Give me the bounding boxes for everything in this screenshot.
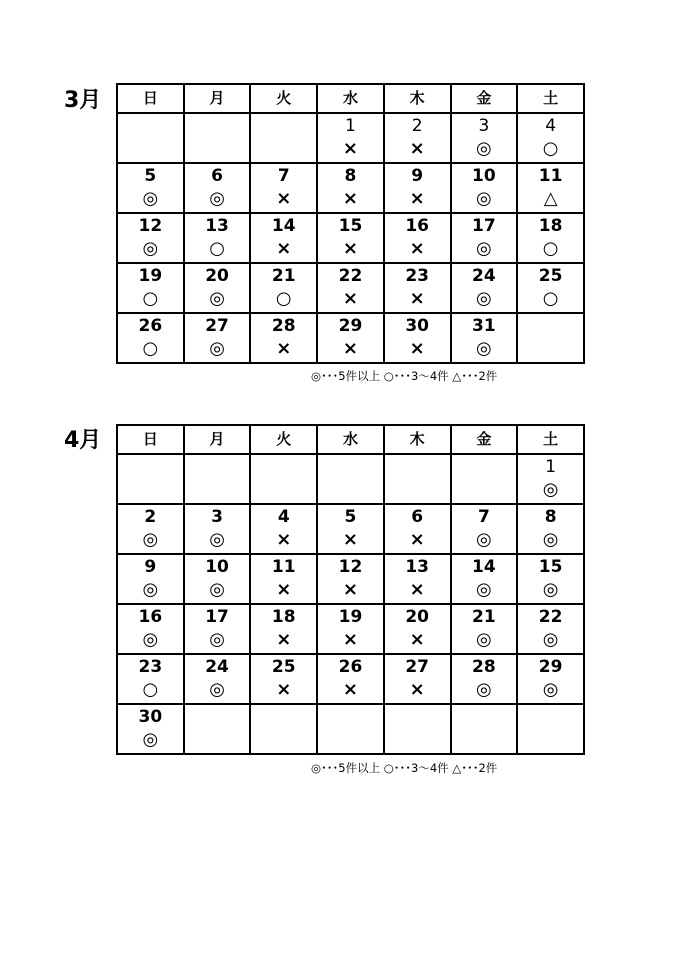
- availability-mark: ◎: [209, 338, 225, 359]
- availability-mark: ×: [409, 529, 425, 550]
- day-cell: [517, 263, 584, 313]
- day-number: 3: [211, 507, 223, 527]
- weekday-header: 木: [384, 425, 451, 454]
- day-cell: [317, 113, 384, 163]
- availability-mark: ○: [142, 338, 159, 359]
- availability-mark: ×: [342, 338, 358, 359]
- availability-mark: ◎: [142, 188, 159, 209]
- availability-mark: ×: [409, 188, 425, 209]
- legend-fair: △･･･2件: [452, 761, 498, 775]
- day-cell: [250, 313, 317, 363]
- day-cell: [250, 163, 317, 213]
- availability-mark: ◎: [142, 729, 159, 750]
- day-number: 26: [338, 657, 363, 677]
- day-cell: [250, 263, 317, 313]
- empty-day-cell: [517, 313, 584, 363]
- day-cell: [117, 654, 184, 704]
- availability-mark: ○: [542, 238, 559, 259]
- availability-mark: ×: [409, 679, 425, 700]
- availability-mark: ◎: [476, 679, 492, 700]
- legend-excellent: ◎･･･5件以上: [311, 761, 381, 775]
- day-number: 21: [271, 266, 296, 286]
- day-cell: [117, 163, 184, 213]
- day-number: 8: [544, 507, 557, 527]
- empty-day-cell: [384, 704, 451, 754]
- day-cell: [517, 554, 584, 604]
- empty-day-cell: [250, 113, 317, 163]
- weekday-header: 月: [184, 84, 251, 113]
- week-row: [117, 213, 584, 263]
- availability-mark: ×: [342, 138, 358, 159]
- day-cell: [184, 504, 251, 554]
- day-number: 14: [472, 557, 496, 577]
- availability-mark: ◎: [209, 529, 225, 550]
- day-cell: [317, 554, 384, 604]
- legend-good: ○･･･3～4件: [383, 369, 449, 383]
- day-number: 16: [138, 607, 163, 627]
- availability-mark: ×: [409, 629, 425, 650]
- empty-day-cell: [451, 454, 518, 504]
- day-cell: [384, 113, 451, 163]
- calendar-table-march: [116, 83, 585, 364]
- day-number: 6: [211, 166, 223, 186]
- day-number: 28: [472, 657, 496, 677]
- day-number: 1: [545, 457, 557, 477]
- availability-mark: ◎: [142, 238, 159, 259]
- day-cell: [117, 604, 184, 654]
- day-number: 7: [477, 507, 490, 527]
- availability-mark: ○: [142, 679, 159, 700]
- empty-day-cell: [184, 704, 251, 754]
- empty-day-cell: [517, 704, 584, 754]
- week-row: [117, 604, 584, 654]
- day-number: 5: [144, 166, 157, 186]
- day-number: 21: [472, 607, 496, 627]
- availability-mark: ◎: [209, 288, 225, 309]
- empty-day-cell: [117, 113, 184, 163]
- day-cell: [317, 263, 384, 313]
- weekday-header: 金: [451, 425, 518, 454]
- day-number: 25: [271, 657, 296, 677]
- day-cell: [317, 604, 384, 654]
- availability-mark: ◎: [209, 188, 225, 209]
- availability-mark: ◎: [476, 529, 492, 550]
- day-number: 15: [538, 557, 563, 577]
- day-cell: [517, 113, 584, 163]
- weekday-header: 日: [117, 84, 184, 113]
- weekday-header: 土: [517, 425, 584, 454]
- day-cell: [384, 263, 451, 313]
- day-number: 13: [405, 557, 429, 577]
- day-cell: [517, 504, 584, 554]
- week-row: [117, 504, 584, 554]
- availability-mark: ×: [342, 288, 358, 309]
- day-cell: [384, 604, 451, 654]
- day-number: 7: [277, 166, 290, 186]
- day-number: 30: [405, 316, 429, 336]
- availability-mark: ×: [342, 238, 358, 259]
- weekday-header: 金: [451, 84, 518, 113]
- day-number: 6: [411, 507, 424, 527]
- day-cell: [317, 163, 384, 213]
- day-number: 30: [138, 707, 163, 727]
- availability-mark: ×: [409, 288, 425, 309]
- day-cell: [250, 504, 317, 554]
- day-number: 9: [411, 166, 424, 186]
- day-number: 17: [472, 216, 496, 236]
- weekday-header: 日: [117, 425, 184, 454]
- day-number: 3: [478, 116, 490, 136]
- day-cell: [317, 313, 384, 363]
- availability-mark: ×: [342, 579, 358, 600]
- day-cell: [451, 554, 518, 604]
- day-number: 16: [405, 216, 429, 236]
- day-number: 1: [345, 116, 356, 136]
- empty-day-cell: [317, 454, 384, 504]
- availability-mark: ◎: [542, 479, 559, 500]
- availability-mark: ×: [276, 679, 292, 700]
- availability-mark: ○: [275, 288, 292, 309]
- day-number: 24: [472, 266, 496, 286]
- day-cell: [117, 554, 184, 604]
- availability-mark: ◎: [542, 629, 559, 650]
- day-number: 14: [271, 216, 296, 236]
- day-cell: [384, 654, 451, 704]
- month-title-march: 3月: [64, 88, 102, 113]
- week-row: [117, 163, 584, 213]
- day-cell: [250, 604, 317, 654]
- day-cell: [384, 504, 451, 554]
- weekday-header-row: [117, 425, 584, 454]
- weekday-header: 水: [317, 425, 384, 454]
- day-number: 20: [205, 266, 229, 286]
- day-cell: [250, 654, 317, 704]
- availability-mark: ×: [409, 238, 425, 259]
- week-row: [117, 554, 584, 604]
- availability-mark: ◎: [142, 529, 159, 550]
- day-number: 22: [338, 266, 363, 286]
- empty-day-cell: [184, 113, 251, 163]
- day-cell: [517, 604, 584, 654]
- availability-mark: ◎: [209, 579, 225, 600]
- availability-mark: ○: [209, 238, 225, 259]
- availability-mark: ◎: [142, 579, 159, 600]
- availability-mark: ×: [409, 579, 425, 600]
- day-cell: [451, 313, 518, 363]
- day-number: 25: [538, 266, 563, 286]
- availability-mark: ◎: [476, 288, 492, 309]
- availability-mark: ×: [342, 529, 358, 550]
- day-number: 12: [138, 216, 163, 236]
- day-cell: [184, 654, 251, 704]
- day-cell: [384, 213, 451, 263]
- day-number: 12: [338, 557, 363, 577]
- day-number: 28: [271, 316, 296, 336]
- day-number: 26: [138, 316, 163, 336]
- availability-mark: ◎: [209, 679, 225, 700]
- availability-mark: ×: [409, 338, 425, 359]
- month-title-april: 4月: [64, 428, 102, 453]
- day-number: 27: [205, 316, 229, 336]
- day-cell: [184, 554, 251, 604]
- day-cell: [117, 313, 184, 363]
- availability-mark: ◎: [476, 238, 492, 259]
- availability-mark: △: [543, 188, 558, 209]
- week-row: [117, 654, 584, 704]
- day-cell: [184, 163, 251, 213]
- availability-mark: ◎: [476, 188, 492, 209]
- day-number: 10: [472, 166, 496, 186]
- day-cell: [317, 504, 384, 554]
- legend-excellent: ◎･･･5件以上: [311, 369, 381, 383]
- day-cell: [184, 213, 251, 263]
- empty-day-cell: [250, 454, 317, 504]
- day-cell: [184, 313, 251, 363]
- day-cell: [451, 213, 518, 263]
- availability-mark: ×: [276, 238, 292, 259]
- availability-mark: ◎: [476, 579, 492, 600]
- weekday-header: 火: [250, 84, 317, 113]
- availability-mark: ◎: [542, 579, 559, 600]
- day-number: 31: [472, 316, 496, 336]
- empty-day-cell: [117, 454, 184, 504]
- day-number: 10: [205, 557, 229, 577]
- day-number: 8: [344, 166, 357, 186]
- availability-mark: ◎: [476, 138, 492, 159]
- availability-mark: ×: [409, 138, 425, 159]
- availability-mark: ○: [142, 288, 159, 309]
- day-cell: [517, 654, 584, 704]
- day-cell: [117, 704, 184, 754]
- availability-mark: ○: [542, 138, 559, 159]
- week-row: [117, 113, 584, 163]
- availability-mark: ×: [276, 529, 292, 550]
- empty-day-cell: [317, 704, 384, 754]
- weekday-header-row: [117, 84, 584, 113]
- day-number: 4: [545, 116, 557, 136]
- day-cell: [117, 263, 184, 313]
- availability-mark: ×: [276, 579, 292, 600]
- day-number: 18: [538, 216, 563, 236]
- day-number: 17: [205, 607, 229, 627]
- week-row: [117, 263, 584, 313]
- availability-mark: ◎: [476, 338, 492, 359]
- availability-mark: ◎: [142, 629, 159, 650]
- day-cell: [184, 263, 251, 313]
- day-number: 23: [405, 266, 429, 286]
- day-cell: [384, 554, 451, 604]
- empty-day-cell: [184, 454, 251, 504]
- availability-mark: ×: [276, 629, 292, 650]
- day-number: 27: [405, 657, 429, 677]
- day-number: 29: [538, 657, 563, 677]
- availability-mark: ×: [342, 629, 358, 650]
- day-number: 4: [277, 507, 290, 527]
- day-cell: [451, 654, 518, 704]
- day-cell: [451, 163, 518, 213]
- weekday-header: 月: [184, 425, 251, 454]
- day-number: 22: [538, 607, 563, 627]
- availability-mark: ×: [342, 679, 358, 700]
- day-number: 11: [538, 166, 563, 186]
- weekday-header: 火: [250, 425, 317, 454]
- day-number: 2: [144, 507, 157, 527]
- availability-mark: ×: [342, 188, 358, 209]
- weekday-header: 土: [517, 84, 584, 113]
- day-cell: [384, 163, 451, 213]
- empty-day-cell: [250, 704, 317, 754]
- legend-march: [311, 369, 497, 383]
- day-cell: [384, 313, 451, 363]
- week-row: [117, 704, 584, 754]
- empty-day-cell: [384, 454, 451, 504]
- day-cell: [517, 163, 584, 213]
- availability-mark: ◎: [542, 529, 559, 550]
- day-number: 18: [271, 607, 296, 627]
- day-cell: [250, 213, 317, 263]
- availability-mark: ×: [276, 338, 292, 359]
- day-number: 19: [338, 607, 363, 627]
- day-number: 9: [144, 557, 157, 577]
- availability-mark: ◎: [209, 629, 225, 650]
- day-cell: [117, 213, 184, 263]
- week-row: [117, 454, 584, 504]
- day-cell: [517, 454, 584, 504]
- legend-april: [311, 761, 497, 775]
- day-cell: [184, 604, 251, 654]
- weekday-header: 木: [384, 84, 451, 113]
- day-cell: [451, 263, 518, 313]
- legend-fair: △･･･2件: [452, 369, 498, 383]
- legend-good: ○･･･3～4件: [383, 761, 449, 775]
- availability-mark: ◎: [542, 679, 559, 700]
- day-number: 15: [338, 216, 363, 236]
- week-row: [117, 313, 584, 363]
- day-cell: [451, 113, 518, 163]
- empty-day-cell: [451, 704, 518, 754]
- availability-mark: ◎: [476, 629, 492, 650]
- day-cell: [451, 604, 518, 654]
- day-number: 23: [138, 657, 163, 677]
- day-number: 29: [338, 316, 363, 336]
- day-number: 20: [405, 607, 429, 627]
- day-cell: [250, 554, 317, 604]
- day-cell: [451, 504, 518, 554]
- day-number: 5: [344, 507, 357, 527]
- availability-mark: ○: [542, 288, 559, 309]
- day-cell: [117, 504, 184, 554]
- availability-mark: ×: [276, 188, 292, 209]
- day-number: 19: [138, 266, 163, 286]
- day-cell: [517, 213, 584, 263]
- day-cell: [317, 654, 384, 704]
- day-number: 13: [205, 216, 229, 236]
- day-number: 2: [411, 116, 423, 136]
- weekday-header: 水: [317, 84, 384, 113]
- day-cell: [317, 213, 384, 263]
- day-number: 11: [271, 557, 296, 577]
- day-number: 24: [205, 657, 229, 677]
- calendar-table-april: [116, 424, 585, 755]
